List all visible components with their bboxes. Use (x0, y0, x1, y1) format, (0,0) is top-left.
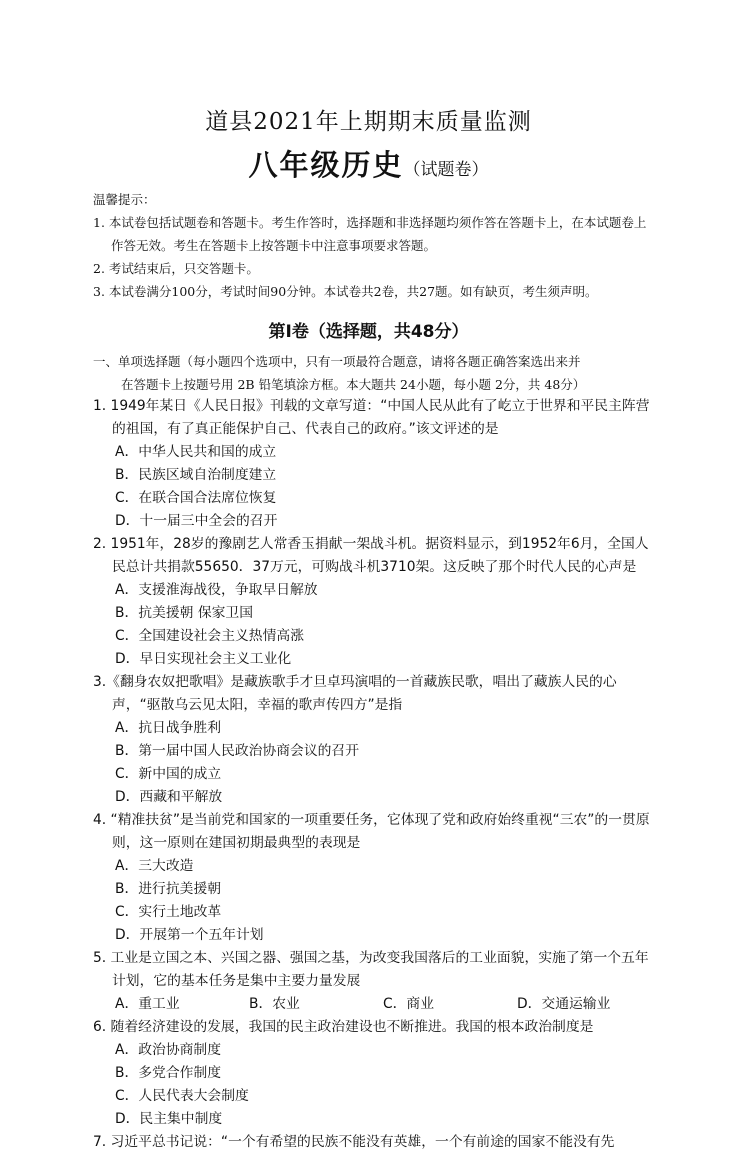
question-options (93, 579, 653, 671)
option: D．开展第一个五年计划 (115, 927, 264, 943)
question-stem: 5. 工业是立国之本、兴国之器、强国之基，为改变我国落后的工业面貌，实施了第一个五年计划，它的基本任务是集中主要力量发展 (93, 950, 649, 989)
question (93, 395, 653, 533)
question-stem: 2. 1951年，28岁的豫剧艺人常香玉捐献一架战斗机。据资料显示，到1952年6月，全国人民总计共捐款55650．37万元，可购战斗机3710架。这反映了那个时代人民的心声是 (93, 536, 649, 575)
question-stem: 6. 随着经济建设的发展，我国的民主政治建设也不断推进。我国的根本政治制度是 (93, 1019, 594, 1035)
question-stem: 7. 习近平总书记说：“一个有希望的民族不能没有英雄，一个有前途的国家不能没有先 (93, 1134, 615, 1150)
option: B．第一届中国人民政治协商会议的召开 (115, 743, 360, 759)
question (93, 533, 653, 671)
option: B．农业 (249, 996, 300, 1012)
question (93, 947, 653, 1016)
option: C．在联合国合法席位恢复 (115, 490, 277, 506)
option: C．商业 (383, 996, 435, 1012)
option: D．早日实现社会主义工业化 (115, 651, 292, 667)
option: A．中华人民共和国的成立 (115, 444, 277, 460)
option: B．抗美援朝 保家卫国 (115, 605, 254, 621)
question-options (93, 855, 653, 947)
question-options (93, 441, 653, 533)
instructions-line: 在答题卡上按题号用 2B 铅笔填涂方框。本大题共 24小题，每小题 2分，共 48分） (121, 377, 586, 392)
option: C．人民代表大会制度 (115, 1088, 249, 1104)
option: A．政治协商制度 (115, 1042, 222, 1058)
note-item: 1. 本试卷包括试题卷和答题卡。考生作答时，选择题和非选择题均须作答在答题卡上，在本试题卷上作答无效。考生在答题卡上按答题卡中注意事项要求答题。 (93, 215, 647, 253)
exam-notes (93, 188, 653, 303)
section-title: 第Ⅰ卷（选择题，共48分） (268, 322, 469, 342)
question-options (93, 717, 653, 809)
option: B．进行抗美援朝 (115, 881, 222, 897)
question-stem: 4. “精准扶贫”是当前党和国家的一项重要任务，它体现了党和政府始终重视“三农”的一贯原则，这一原则在建国初期最典型的表现是 (93, 812, 650, 851)
option: C．实行土地改革 (115, 904, 222, 920)
subject-title-suffix: （试题卷） (403, 160, 489, 180)
question-stem: 1. 1949年某日《人民日报》刊载的文章写道：“中国人民从此有了屹立于世界和平民主阵营的祖国，有了真正能保护自己、代表自己的政府。”该文评述的是 (93, 398, 650, 437)
option: D．民主集中制度 (115, 1111, 223, 1127)
question-options (93, 1039, 653, 1131)
option: D．十一届三中全会的召开 (115, 513, 278, 529)
subject-title-main: 八年级历史 (248, 148, 404, 182)
option: B．多党合作制度 (115, 1065, 222, 1081)
note-item: 3. 本试卷满分100分，考试时间90分钟。本试卷共2卷，共27题。如有缺页，考生须声明。 (93, 284, 598, 299)
option: C．新中国的成立 (115, 766, 222, 782)
option: A．三大改造 (115, 858, 194, 874)
question (93, 1131, 653, 1154)
notes-heading: 温馨提示： (93, 192, 156, 207)
option: C．全国建设社会主义热情高涨 (115, 628, 304, 644)
section-instructions (93, 350, 653, 396)
exam-title: 道县2021年上期期末质量监测 (205, 109, 532, 135)
option: A．抗日战争胜利 (115, 720, 222, 736)
question-list (93, 395, 653, 1154)
question (93, 671, 653, 809)
subject-title (0, 143, 737, 184)
option: D．西藏和平解放 (115, 789, 223, 805)
question-options (93, 993, 653, 1016)
instructions-line: 一、单项选择题（每小题四个选项中，只有一项最符合题意，请将各题正确答案选出来并 (93, 354, 581, 369)
option: A．重工业 (115, 996, 180, 1012)
option: D．交通运输业 (517, 996, 611, 1012)
note-item: 2. 考试结束后，只交答题卡。 (93, 261, 259, 276)
question (93, 809, 653, 947)
option: B．民族区域自治制度建立 (115, 467, 277, 483)
option: A．支援淮海战役，争取早日解放 (115, 582, 318, 598)
question (93, 1016, 653, 1131)
question-stem: 3.《翻身农奴把歌唱》是藏族歌手才旦卓玛演唱的一首藏族民歌，唱出了藏族人民的心声，“驱散乌云见太阳，幸福的歌声传四方”是指 (93, 674, 617, 713)
